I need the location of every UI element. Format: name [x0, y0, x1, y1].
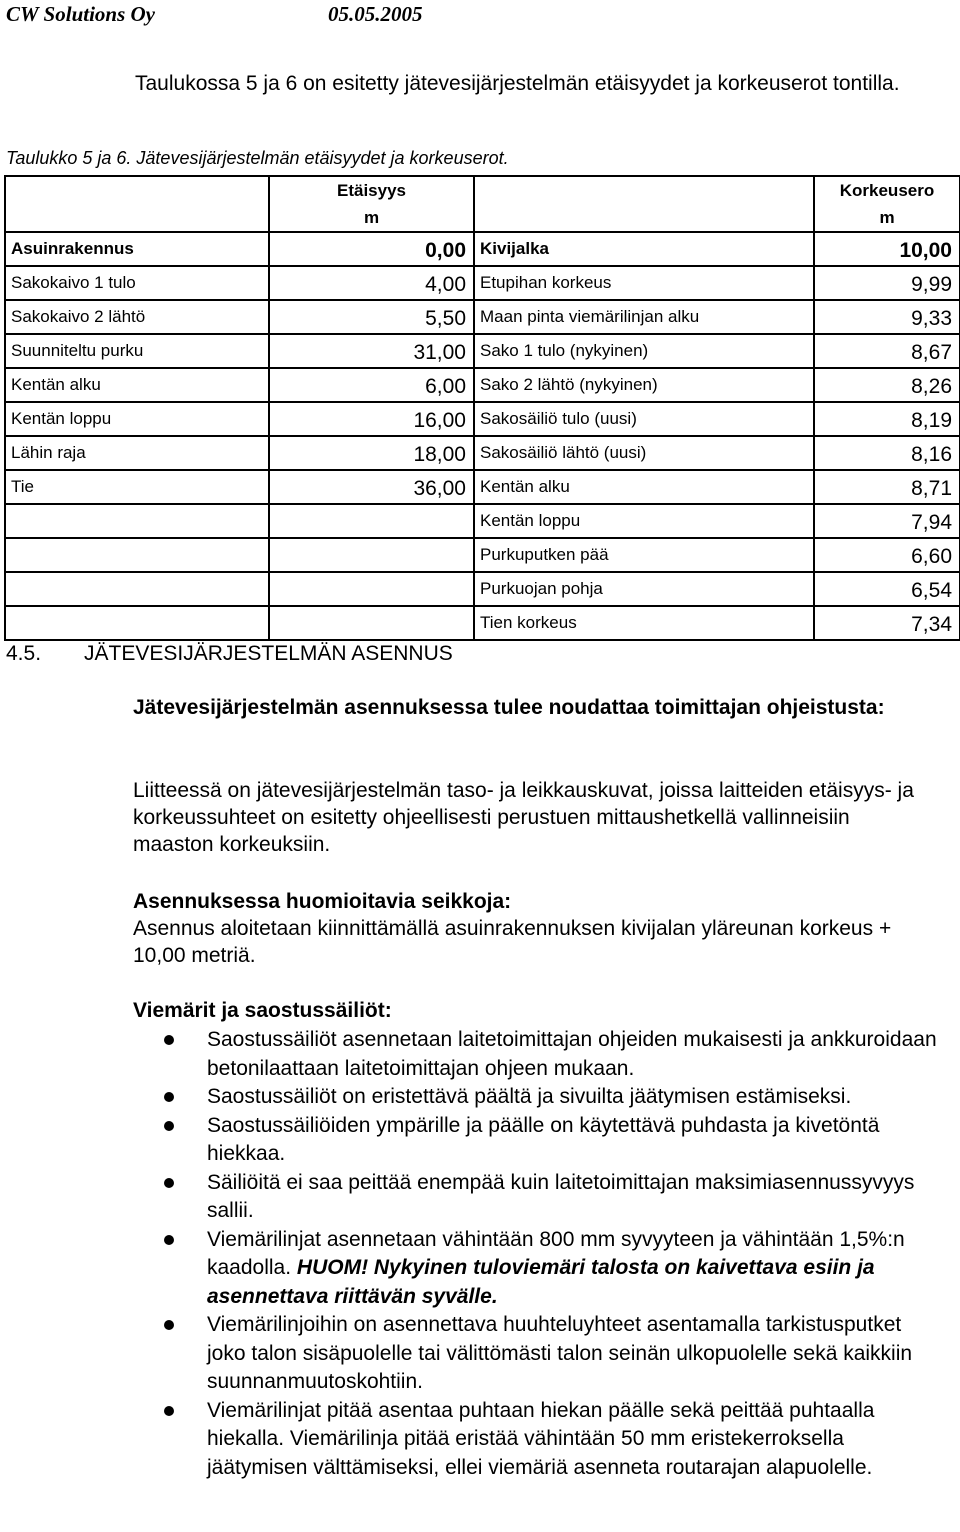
installation-notes	[133, 888, 933, 969]
table-row	[5, 538, 960, 572]
row-distance-cell	[269, 572, 474, 606]
row-height-cell: 8,26	[814, 368, 960, 402]
row-place-cell	[5, 504, 269, 538]
row-place-cell: Kentän loppu	[5, 402, 269, 436]
row-distance-cell: 4,00	[269, 266, 474, 300]
sewers-heading: Viemärit ja saostussäiliöt:	[133, 999, 392, 1022]
row-place-cell: Sakokaivo 2 lähtö	[5, 300, 269, 334]
row-point-cell: Kentän alku	[474, 470, 814, 504]
row-point-cell: Kivijalka	[474, 232, 814, 266]
bullet-icon	[164, 1235, 174, 1245]
header-distance-label: Etäisyys	[337, 181, 406, 200]
bullet-item	[160, 1083, 940, 1112]
row-height-cell: 6,60	[814, 538, 960, 572]
row-point-cell: Sakosäiliö lähtö (uusi)	[474, 436, 814, 470]
row-place-cell	[5, 538, 269, 572]
row-height-cell: 10,00	[814, 232, 960, 266]
row-point-cell: Maan pinta viemärilinjan alku	[474, 300, 814, 334]
bullet-icon	[164, 1035, 174, 1045]
row-point-cell: Purkuojan pohja	[474, 572, 814, 606]
table-row	[5, 334, 960, 368]
bullet-text: Saostussäiliöt on eristettävä päältä ja sivuilta jäätymisen estämiseksi.	[207, 1085, 852, 1108]
row-place-cell: Kentän alku	[5, 368, 269, 402]
row-distance-cell: 0,00	[269, 232, 474, 266]
row-height-cell: 9,99	[814, 266, 960, 300]
row-height-cell: 6,54	[814, 572, 960, 606]
bullet-icon	[164, 1121, 174, 1131]
header-height	[814, 176, 960, 232]
table-header-row	[5, 176, 960, 232]
row-place-cell	[5, 606, 269, 640]
row-distance-cell: 31,00	[269, 334, 474, 368]
row-point-cell: Purkuputken pää	[474, 538, 814, 572]
section-number: 4.5.	[6, 642, 42, 665]
company-name: CW Solutions Oy	[6, 2, 155, 26]
attachment-paragraph: Liitteessä on jätevesijärjestelmän taso- ja leikkauskuvat, joissa laitteiden etäisyys- ja korkeussuhteet on esitetty ohjeellisesti perustuen mittaushetkellä vallinneisiin maaston korkeuksiin.	[133, 779, 914, 856]
row-place-cell: Suunniteltu purku	[5, 334, 269, 368]
bullet-text: Saostussäiliöiden ympärille ja päälle on käytettävä puhdasta ja kivetöntä hiekkaa.	[207, 1113, 880, 1165]
row-distance-cell: 18,00	[269, 436, 474, 470]
bullet-item	[160, 1397, 940, 1483]
section-heading	[6, 642, 453, 666]
distances-heights-table	[4, 175, 960, 641]
row-place-cell: Asuinrakennus	[5, 232, 269, 266]
huom-warning: HUOM! Nykyinen tuloviemäri talosta on kaivettava esiin ja asennettava riittävän syvälle.	[207, 1256, 875, 1308]
row-point-cell: Tien korkeus	[474, 606, 814, 640]
installation-notes-heading: Asennuksessa huomioitavia seikkoja:	[133, 890, 512, 913]
row-place-cell: Tie	[5, 470, 269, 504]
row-height-cell: 8,71	[814, 470, 960, 504]
bullet-text: Viemärilinjat pitää asentaa puhtaan hiekan päälle sekä peittää puhtaalla hiekalla. Viemärilinja pitää eristää vähintään 50 mm eristekerroksella jäätymisen välttämiseksi, ellei viemäriä asenneta routarajan alapuolelle.	[207, 1398, 875, 1479]
bullet-item	[160, 1169, 940, 1226]
table-row	[5, 402, 960, 436]
table-row	[5, 266, 960, 300]
table-row	[5, 470, 960, 504]
bullet-icon	[164, 1178, 174, 1188]
table-row	[5, 436, 960, 470]
header-height-label: Korkeusero	[839, 181, 935, 200]
row-height-cell: 8,19	[814, 402, 960, 436]
bullet-icon	[164, 1320, 174, 1330]
bullet-item	[160, 1112, 940, 1169]
table-row	[5, 300, 960, 334]
table-row	[5, 504, 960, 538]
row-height-cell: 8,67	[814, 334, 960, 368]
row-point-cell: Sako 1 tulo (nykyinen)	[474, 334, 814, 368]
row-point-cell: Sako 2 lähtö (nykyinen)	[474, 368, 814, 402]
row-place-cell	[5, 572, 269, 606]
header-empty-cell	[5, 176, 269, 232]
bullet-text: Viemärilinjoihin on asennettava huuhteluyhteet asentamalla tarkistusputket joko talon sisäpuolelle tai välittömästi talon seinän ulkopuolelle sekä kaikkiin suunnanmuutoskohtiin.	[207, 1313, 913, 1393]
section-title: JÄTEVESIJÄRJESTELMÄN ASENNUS	[84, 642, 453, 665]
bullet-item	[160, 1226, 940, 1312]
row-distance-cell: 16,00	[269, 402, 474, 436]
row-distance-cell: 5,50	[269, 300, 474, 334]
bullet-text: Saostussäiliöt asennetaan laitetoimittajan ohjeiden mukaisesti ja ankkuroidaan betonilaattaan laitetoimittajan ohjeen mukaan.	[207, 1028, 937, 1080]
row-place-cell: Lähin raja	[5, 436, 269, 470]
table-row	[5, 368, 960, 402]
bullet-item	[160, 1026, 940, 1083]
row-place-cell: Sakokaivo 1 tulo	[5, 266, 269, 300]
header-distance	[269, 176, 474, 232]
installation-notes-text: Asennus aloitetaan kiinnittämällä asuinrakennuksen kivijalan yläreunan korkeus + 10,00 metriä.	[133, 917, 892, 967]
row-height-cell: 9,33	[814, 300, 960, 334]
document-date: 05.05.2005	[328, 2, 423, 26]
header-distance-unit: m	[363, 208, 380, 227]
bullet-text: Säiliöitä ei saa peittää enempää kuin laitetoimittajan maksimiasennussyvyys sallii.	[207, 1170, 915, 1222]
table-row	[5, 606, 960, 640]
bullet-icon	[164, 1092, 174, 1102]
table-row	[5, 232, 960, 266]
bullet-text: Viemärilinjat asennetaan vähintään 800 mm syvyyteen ja vähintään 1,5%:n kaadolla.	[207, 1227, 905, 1279]
row-point-cell: Sakosäiliö tulo (uusi)	[474, 402, 814, 436]
table-caption: Taulukko 5 ja 6. Jätevesijärjestelmän etäisyydet ja korkeuserot.	[6, 148, 509, 168]
sewer-bullet-list	[160, 1026, 940, 1482]
row-point-cell: Kentän loppu	[474, 504, 814, 538]
row-height-cell: 8,16	[814, 436, 960, 470]
bullet-icon	[164, 1406, 174, 1416]
row-distance-cell: 36,00	[269, 470, 474, 504]
row-distance-cell	[269, 504, 474, 538]
row-distance-cell	[269, 538, 474, 572]
bullet-item	[160, 1311, 940, 1397]
header-empty-cell	[474, 176, 814, 232]
row-height-cell: 7,34	[814, 606, 960, 640]
header-height-unit: m	[879, 208, 895, 227]
install-instruction-heading: Jätevesijärjestelmän asennuksessa tulee noudattaa toimittajan ohjeistusta:	[133, 696, 885, 719]
row-point-cell: Etupihan korkeus	[474, 266, 814, 300]
row-height-cell: 7,94	[814, 504, 960, 538]
row-distance-cell	[269, 606, 474, 640]
table-row	[5, 572, 960, 606]
row-distance-cell: 6,00	[269, 368, 474, 402]
intro-paragraph: Taulukossa 5 ja 6 on esitetty jätevesijärjestelmän etäisyydet ja korkeuserot tontilla.	[135, 72, 900, 95]
